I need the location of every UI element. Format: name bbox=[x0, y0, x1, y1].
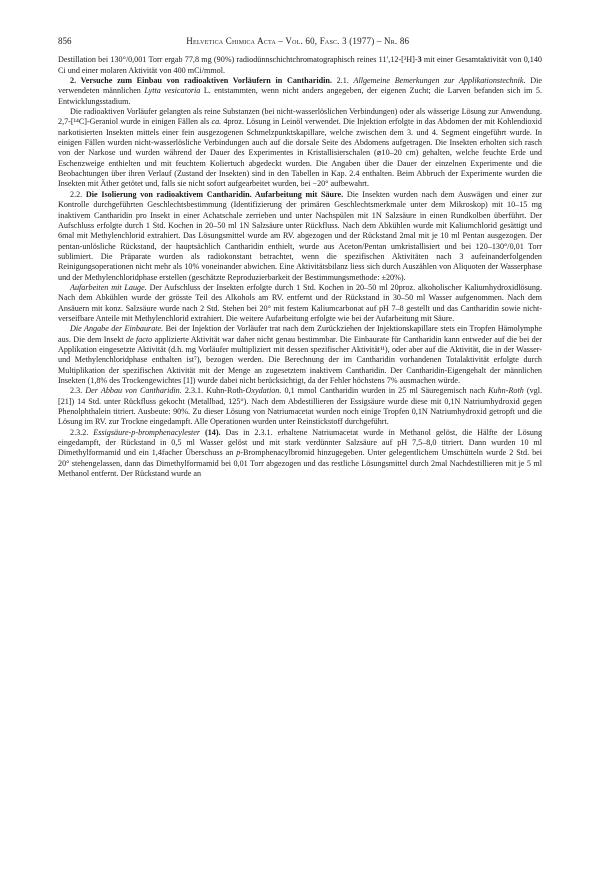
text-run: 2.3.2. bbox=[70, 427, 94, 437]
bold-text: 2. Versuche zum Einbau von radioaktiven Vorläufern in Cantharidin. bbox=[70, 76, 332, 86]
italic-text: Kuhn-Roth bbox=[488, 386, 524, 396]
paragraph bbox=[58, 428, 542, 480]
text-run: 2.3. bbox=[70, 386, 86, 396]
text-run: mit einer Gesamtaktivität von 0,140 Ci und einer molaren Aktivität von 400 mCi/mmol. bbox=[58, 55, 542, 75]
text-run: applizierte Aktivität war daher nicht genau bestimmbar. Die Einbaurate für Cantharidin kann entweder auf die bei der Applikation eingesetzte Aktivität (d.h. mg Vorläufer multipliziert mit dessen spezifischer Aktivität¹¹), oder aber auf die Aktivität, die in der Wasser- und Methylenchloridphase enthalten ist⁷), bezogen werden. Die Berechnung der im Cantharidin vorhandenen Totalaktivität erfolgte durch Multiplikation der spezifischen Aktivität mit der Menge an zugesetztem inaktivem Cantharidin. Der Cantharidin-Eigengehalt der männlichen Insekten (1,8% des Trockengewichtes [1]) wurde dabei nicht berücksichtigt, da der Fehler höchstens 7% ausmachen würde. bbox=[58, 334, 542, 385]
text-run: Der Aufschluss der Insekten erfolgte durch 1 Std. Kochen in 20–50 ml 20proz. alkoholischer Kaliumhydroxidlösung. Nach dem Abkühlen wurde der grösste Teil des Alkohols am RV. entfernt und der Rückstand in 30–50 ml Wasser aufgenommen. Nach dem Ansäuern mit konz. Salzsäure wurde nach 2 Std. Stehen bei 20° mit festem Kaliumcarbonat auf pH 7–8 gestellt und das Cantharidin sowie nicht-verseifbare Anteile mit Methylenchlorid extrahiert. Die weitere Aufarbeitung erfolgte wie bei der Aufarbeitung mit Säure. bbox=[58, 282, 542, 323]
text-run: 2.3.1. Kuhn-Roth- bbox=[181, 386, 246, 396]
bold-text: Die Isolierung von radioaktivem Cantharidin. Aufarbeitung mit Säure. bbox=[85, 189, 344, 199]
italic-text: Der Abbau von Cantharidin. bbox=[85, 386, 182, 396]
paragraph bbox=[58, 55, 542, 76]
italic-text: ca. bbox=[211, 117, 222, 127]
text-run: Bei der Injektion der Vorläufer trat nach dem Zurückziehen der Injektionskapillare stets ein Tropfen Hämolymphe aus. Die dem Insekt bbox=[58, 324, 542, 344]
paragraph bbox=[58, 190, 542, 283]
italic-text: de facto bbox=[125, 334, 153, 344]
bold-text: 3 bbox=[417, 55, 422, 65]
text-run: Destillation bei 130°/0,001 Torr ergab 77,8 mg (90%) radiodünnschichtchromatographisch reines 11′,12-[³H]- bbox=[58, 55, 418, 65]
text-run: . Die verwendeten männlichen bbox=[58, 76, 542, 96]
italic-text: Die Angabe der Einbaurate. bbox=[70, 324, 164, 334]
italic-text: Lytta vesicatoria bbox=[144, 86, 201, 96]
paragraph bbox=[58, 386, 542, 427]
italic-text: Allgemeine Bemerkungen zur Applikationstechnik bbox=[353, 76, 524, 86]
paragraph bbox=[58, 324, 542, 386]
text-run: Das in 2.3.1. erhaltene Natriumacetat wurde in Methanol gelöst, die Hälfte der Lösung eingedampft, der Rückstand in 0,5 ml Wasser gelöst und mit stark verdünnter Salzsäure auf pH 7,5–8,0 titriert. Dann wurden 10 ml Dimethylformamid und ein 1,4facher Überschuss an bbox=[58, 427, 543, 458]
bold-text: (14). bbox=[205, 427, 221, 437]
text-run: 2.2. bbox=[70, 189, 86, 199]
text-run: 2.1. bbox=[331, 76, 354, 86]
italic-text: Oxydation. bbox=[245, 386, 282, 396]
text-run: 4proz. Lösung in Leinöl verwendet. Die Injektion erfolgte in das Abdomen der mit Kohlendioxid narkotisierten Insekten mittels einer fein ausgezogenen Schmelzpunktskapillare, welche zwischen dem 3. und 4. Segment eingeführt wurde. In einigen Fällen wurden nicht-wasserlösliche Verbindungen auch auf die dorsale Seite des Abdomens aufgetragen. Die Insekten erholten sich rasch von der Narkose und wurden während der Dauer des Experimentes in Kristallisierschalen (⌀10–20 cm) gehalten, welche feuchte Erde und Eschenzweige enthielten und mit feuchtem Koliertuch abgedeckt wurden. Die Angaben über die Dauer der einzelnen Experimente und die Beobachtungen über ihren Verlauf (Zustand der Insekten) sind in den Tabellen in Kap. 2.4 enthalten. Beim Abbruch der Experimente wurden die Insekten mit Äther getötet und, falls sie nicht sofort aufgearbeitet wurden, bei −20° aufbewahrt. bbox=[58, 117, 542, 189]
italic-text: p bbox=[236, 448, 241, 458]
text-run: 0,1 mmol Cantharidin wurden in 25 ml Säuregemisch nach bbox=[281, 386, 489, 396]
paragraph bbox=[58, 76, 542, 107]
running-header bbox=[58, 36, 542, 46]
text-run: L. entstammten, wenn nicht anders angegeben, der eigenen Zucht; die Larven befanden sich im 5. Entwicklungsstadium. bbox=[58, 86, 542, 106]
page bbox=[58, 36, 542, 479]
paragraph bbox=[58, 283, 542, 324]
italic-text: Essigsäure-p-bromphenacylester bbox=[93, 427, 201, 437]
body-text bbox=[58, 55, 542, 479]
paragraph bbox=[58, 107, 542, 190]
italic-text: Aufarbeiten mit Lauge. bbox=[70, 282, 147, 292]
journal-title: Helvetica Chimica Acta – Vol. 60, Fasc. 3 (1977) – Nr. 86 bbox=[186, 36, 410, 46]
text-run: (vgl. [21]) 14 Std. unter Rückfluss gekocht (Metallbad, 125°). Nach dem Abdestillieren der Essigsäure wurde diese mit 0,1N Natriumhydroxid gegen Phenolphthalein titriert. Ausbeute: 90%. Zu dieser Lösung von Natriumacetat wurden noch einige Tropfen 0,1N Natriumhydroxid getropft und die Lösung im RV. zur Trockne eingedampft. Alle Operationen wurden unter Reinstickstoff durchgeführt. bbox=[58, 386, 543, 427]
text-run: Die radioaktiven Vorläufer gelangten als reine Substanzen (bei nicht-wasserlöslichen Verbindungen) oder als wässerige Lösung zur Anwendung. 2,7-[¹⁴C]-Geraniol wurde in einigen Fällen als bbox=[58, 107, 542, 127]
text-run: -Bromphenacylbromid hinzugegeben. Unter gelegentlichem Umschütteln wurde 2 Std. bei 20° stehengelassen, dann das Dimethylformamid bei 0,01 Torr abgezogen und das restliche Lösungsmittel durch 2mal Nachdestillieren mit je 5 ml Methanol entfernt. Der Rückstand wurde an bbox=[58, 448, 543, 479]
text-run: Die Insekten wurden nach dem Auswägen und einer zur Kontrolle durchgeführten Geschlechtsbestimmung (Identifizierung der primären Geschlechtsmerkmale unter dem Mikroskop) mit 10–15 mg inaktivem Cantharidin pro Insekt in einer Achatschale zerrieben und unter Nachspülen mit 1N Salzsäure in einen Rundkolben überführt. Der Aufschluss erfolgte durch 1 Std. Kochen in 20–50 ml 1N Salzsäure unter Rückfluss. Nach dem Abkühlen wurde mit Kaliumchlorid gesättigt und 6mal mit Methylenchlorid extrahiert. Das Lösungsmittel wurde am RV. abgezogen und der Rückstand 2mal mit je 10 ml Pentan ausgezogen. Der pentan-unlösliche Rückstand, der hauptsächlich Cantharidin enthielt, wurde aus Aceton/Pentan umkristallisiert und bei 120–130°/0,01 Torr sublimiert. Die Präparate wurden als radiokonstant betrachtet, wenn die spezifischen Aktivitäten nach 3 aufeinanderfolgenden Reinigungsoperationen nicht mehr als 10% voneinander abwichen. Eine Aktivitätsbilanz liess sich durch Auszählen von Aliquoten der Wasserphase und der Methylenchloridphase erstellen (geschätzte Reproduzierbarkeit der Bestimmungsmethode: ±20%). bbox=[58, 189, 542, 282]
page-number: 856 bbox=[58, 36, 72, 46]
